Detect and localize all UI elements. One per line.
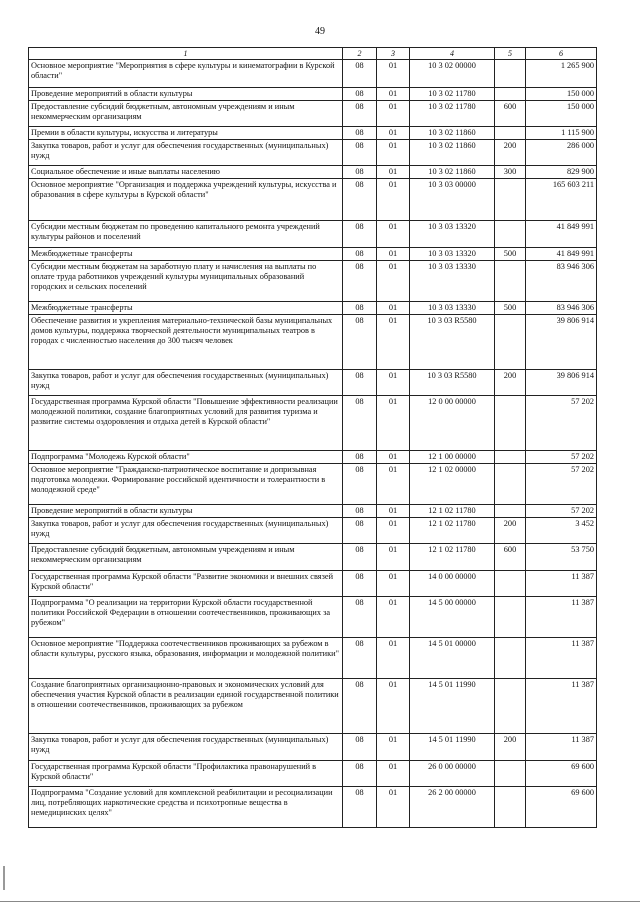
row-subsection-cell: 01	[377, 395, 410, 450]
row-expense-type-cell	[495, 570, 526, 596]
row-target-article-cell: 12 1 02 00000	[410, 463, 495, 504]
table-header-row	[29, 48, 597, 60]
table-row	[29, 463, 597, 504]
row-expense-type-cell: 600	[495, 543, 526, 570]
table-row	[29, 100, 597, 126]
row-name-cell: Закупка товаров, работ и услуг для обеспечения государственных (муниципальных) нужд	[29, 139, 343, 165]
row-section-cell: 08	[343, 139, 377, 165]
row-subsection-cell: 01	[377, 678, 410, 733]
table-row	[29, 59, 597, 87]
table-row	[29, 504, 597, 517]
row-amount-cell: 829 900	[526, 165, 597, 178]
header-col-4: 4	[410, 48, 495, 60]
row-section-cell: 08	[343, 247, 377, 260]
table-row	[29, 517, 597, 543]
row-name-cell: Премии в области культуры, искусства и литературы	[29, 126, 343, 139]
table-row	[29, 760, 597, 786]
row-target-article-cell: 14 5 01 00000	[410, 637, 495, 678]
row-name-cell: Основное мероприятие "Мероприятия в сфере культуры и кинематографии в Курской области"	[29, 59, 343, 87]
row-name-cell: Закупка товаров, работ и услуг для обеспечения государственных (муниципальных) нужд	[29, 517, 343, 543]
table-row	[29, 314, 597, 369]
row-subsection-cell: 01	[377, 637, 410, 678]
row-subsection-cell: 01	[377, 165, 410, 178]
table-body	[29, 59, 597, 827]
row-expense-type-cell	[495, 760, 526, 786]
table-row	[29, 139, 597, 165]
header-col-2: 2	[343, 48, 377, 60]
row-name-cell: Создание благоприятных организационно-правовых и экономических условий для обеспечения участия Курской области в реализации единой государственной политики в отношении соотечественников, проживающих за рубежом	[29, 678, 343, 733]
row-name-cell: Основное мероприятие "Организация и поддержка учреждений культуры, искусства и образования в сфере культуры в Курской области"	[29, 178, 343, 220]
row-amount-cell: 1 265 900	[526, 59, 597, 87]
row-amount-cell: 53 750	[526, 543, 597, 570]
row-target-article-cell: 10 3 03 R5580	[410, 369, 495, 395]
row-target-article-cell: 10 3 03 R5580	[410, 314, 495, 369]
row-subsection-cell: 01	[377, 463, 410, 504]
row-section-cell: 08	[343, 760, 377, 786]
row-target-article-cell: 10 3 03 13320	[410, 220, 495, 247]
row-amount-cell: 57 202	[526, 395, 597, 450]
row-target-article-cell: 12 1 02 11780	[410, 504, 495, 517]
table-row	[29, 247, 597, 260]
row-expense-type-cell: 600	[495, 100, 526, 126]
row-target-article-cell: 10 3 02 11860	[410, 165, 495, 178]
row-name-cell: Подпрограмма "Создание условий для комплексной реабилитации и ресоциализации лиц, потребляющих наркотические средства и психотропные вещества в немедицинских целях"	[29, 786, 343, 827]
table-row	[29, 678, 597, 733]
row-expense-type-cell: 200	[495, 369, 526, 395]
row-subsection-cell: 01	[377, 733, 410, 760]
row-expense-type-cell: 200	[495, 139, 526, 165]
table-row	[29, 450, 597, 463]
row-name-cell: Межбюджетные трансферты	[29, 301, 343, 314]
row-amount-cell: 11 387	[526, 678, 597, 733]
row-section-cell: 08	[343, 395, 377, 450]
header-col-6: 6	[526, 48, 597, 60]
row-expense-type-cell	[495, 678, 526, 733]
row-expense-type-cell	[495, 596, 526, 637]
row-expense-type-cell: 300	[495, 165, 526, 178]
row-subsection-cell: 01	[377, 450, 410, 463]
row-expense-type-cell	[495, 220, 526, 247]
row-subsection-cell: 01	[377, 596, 410, 637]
table-row	[29, 395, 597, 450]
table-row	[29, 178, 597, 220]
row-target-article-cell: 12 1 02 11780	[410, 543, 495, 570]
row-expense-type-cell	[495, 178, 526, 220]
header-col-5: 5	[495, 48, 526, 60]
row-target-article-cell: 12 0 00 00000	[410, 395, 495, 450]
row-name-cell: Государственная программа Курской области "Развитие экономики и внешних связей Курской области"	[29, 570, 343, 596]
row-subsection-cell: 01	[377, 504, 410, 517]
row-target-article-cell: 10 3 02 11780	[410, 87, 495, 100]
row-name-cell: Социальное обеспечение и иные выплаты населению	[29, 165, 343, 178]
row-section-cell: 08	[343, 786, 377, 827]
row-amount-cell: 57 202	[526, 463, 597, 504]
row-amount-cell: 69 600	[526, 786, 597, 827]
row-section-cell: 08	[343, 570, 377, 596]
row-amount-cell: 1 115 900	[526, 126, 597, 139]
row-subsection-cell: 01	[377, 314, 410, 369]
row-subsection-cell: 01	[377, 786, 410, 827]
table-row	[29, 733, 597, 760]
row-amount-cell: 11 387	[526, 596, 597, 637]
row-expense-type-cell	[495, 504, 526, 517]
row-name-cell: Государственная программа Курской области "Повышение эффективности реализации молодежной политики, создание благоприятных условий для развития туризма и развитие системы оздоровления и отдыха детей в Курской области"	[29, 395, 343, 450]
row-subsection-cell: 01	[377, 570, 410, 596]
row-target-article-cell: 12 1 00 00000	[410, 450, 495, 463]
table-row	[29, 570, 597, 596]
row-amount-cell: 11 387	[526, 637, 597, 678]
row-section-cell: 08	[343, 369, 377, 395]
row-amount-cell: 3 452	[526, 517, 597, 543]
row-target-article-cell: 14 0 00 00000	[410, 570, 495, 596]
row-section-cell: 08	[343, 733, 377, 760]
row-subsection-cell: 01	[377, 100, 410, 126]
row-subsection-cell: 01	[377, 178, 410, 220]
scan-margin-mark	[3, 866, 5, 890]
row-name-cell: Основное мероприятие "Поддержка соотечественников проживающих за рубежом в области культуры, русского языка, образования, информации и молодежной политики"	[29, 637, 343, 678]
row-target-article-cell: 26 2 00 00000	[410, 786, 495, 827]
row-amount-cell: 39 806 914	[526, 369, 597, 395]
row-target-article-cell: 14 5 01 11990	[410, 678, 495, 733]
row-expense-type-cell	[495, 87, 526, 100]
row-section-cell: 08	[343, 504, 377, 517]
scan-bottom-edge	[0, 901, 640, 902]
row-target-article-cell: 14 5 01 11990	[410, 733, 495, 760]
row-subsection-cell: 01	[377, 59, 410, 87]
row-subsection-cell: 01	[377, 517, 410, 543]
row-expense-type-cell: 200	[495, 517, 526, 543]
row-section-cell: 08	[343, 126, 377, 139]
row-name-cell: Предоставление субсидий бюджетным, автономным учреждениям и иным некоммерческим организациям	[29, 100, 343, 126]
table-row	[29, 87, 597, 100]
table-row	[29, 369, 597, 395]
row-name-cell: Межбюджетные трансферты	[29, 247, 343, 260]
table-row	[29, 301, 597, 314]
row-name-cell: Субсидии местным бюджетам на заработную плату и начисления на выплаты по оплате труда работников учреждений культуры муниципальных образований городских и сельских поселений	[29, 260, 343, 301]
table-row	[29, 220, 597, 247]
row-expense-type-cell	[495, 637, 526, 678]
row-section-cell: 08	[343, 450, 377, 463]
row-subsection-cell: 01	[377, 301, 410, 314]
row-target-article-cell: 12 1 02 11780	[410, 517, 495, 543]
row-target-article-cell: 10 3 03 13330	[410, 260, 495, 301]
row-subsection-cell: 01	[377, 139, 410, 165]
row-section-cell: 08	[343, 543, 377, 570]
table-row	[29, 637, 597, 678]
row-section-cell: 08	[343, 178, 377, 220]
table-row	[29, 543, 597, 570]
row-amount-cell: 57 202	[526, 504, 597, 517]
row-amount-cell: 286 000	[526, 139, 597, 165]
row-subsection-cell: 01	[377, 247, 410, 260]
row-name-cell: Проведение мероприятий в области культуры	[29, 504, 343, 517]
row-name-cell: Субсидии местным бюджетам по проведению капитального ремонта учреждений культуры районов и поселений	[29, 220, 343, 247]
row-name-cell: Основное мероприятие "Гражданско-патриотическое воспитание и допризывная подготовка молодежи. Формирование российской идентичности и толерантности в молодежной среде"	[29, 463, 343, 504]
table-row	[29, 260, 597, 301]
row-name-cell: Государственная программа Курской области "Профилактика правонарушений в Курской области"	[29, 760, 343, 786]
row-target-article-cell: 10 3 03 13320	[410, 247, 495, 260]
row-amount-cell: 39 806 914	[526, 314, 597, 369]
row-name-cell: Обеспечение развития и укрепления материально-технической базы муниципальных домов культуры, поддержка творческой деятельности муниципальных театров в городах с численностью населения до 300 тысяч человек	[29, 314, 343, 369]
row-subsection-cell: 01	[377, 543, 410, 570]
row-section-cell: 08	[343, 637, 377, 678]
row-section-cell: 08	[343, 260, 377, 301]
row-target-article-cell: 26 0 00 00000	[410, 760, 495, 786]
row-section-cell: 08	[343, 314, 377, 369]
row-subsection-cell: 01	[377, 369, 410, 395]
row-subsection-cell: 01	[377, 220, 410, 247]
row-name-cell: Подпрограмма "О реализации на территории Курской области государственной политики Российской Федерации в отношении соотечественников, проживающих за рубежом"	[29, 596, 343, 637]
row-amount-cell: 150 000	[526, 87, 597, 100]
row-section-cell: 08	[343, 87, 377, 100]
row-section-cell: 08	[343, 220, 377, 247]
row-subsection-cell: 01	[377, 87, 410, 100]
row-target-article-cell: 10 3 02 11780	[410, 100, 495, 126]
row-section-cell: 08	[343, 463, 377, 504]
table-row	[29, 165, 597, 178]
row-subsection-cell: 01	[377, 260, 410, 301]
row-target-article-cell: 10 3 02 11860	[410, 126, 495, 139]
row-expense-type-cell	[495, 463, 526, 504]
row-expense-type-cell: 500	[495, 247, 526, 260]
row-section-cell: 08	[343, 596, 377, 637]
row-section-cell: 08	[343, 100, 377, 126]
row-target-article-cell: 10 3 03 00000	[410, 178, 495, 220]
row-section-cell: 08	[343, 678, 377, 733]
header-col-1: 1	[29, 48, 343, 60]
row-target-article-cell: 10 3 02 00000	[410, 59, 495, 87]
row-name-cell: Проведение мероприятий в области культуры	[29, 87, 343, 100]
row-expense-type-cell	[495, 786, 526, 827]
table-row	[29, 786, 597, 827]
row-target-article-cell: 10 3 03 13330	[410, 301, 495, 314]
row-expense-type-cell	[495, 260, 526, 301]
row-section-cell: 08	[343, 517, 377, 543]
row-amount-cell: 41 849 991	[526, 247, 597, 260]
row-expense-type-cell	[495, 126, 526, 139]
row-expense-type-cell	[495, 59, 526, 87]
row-amount-cell: 41 849 991	[526, 220, 597, 247]
row-expense-type-cell	[495, 314, 526, 369]
row-amount-cell: 165 603 211	[526, 178, 597, 220]
row-amount-cell: 11 387	[526, 570, 597, 596]
row-target-article-cell: 14 5 00 00000	[410, 596, 495, 637]
row-section-cell: 08	[343, 301, 377, 314]
row-name-cell: Предоставление субсидий бюджетным, автономным учреждениям и иным некоммерческим организациям	[29, 543, 343, 570]
row-expense-type-cell: 200	[495, 733, 526, 760]
row-target-article-cell: 10 3 02 11860	[410, 139, 495, 165]
row-amount-cell: 11 387	[526, 733, 597, 760]
row-expense-type-cell	[495, 395, 526, 450]
row-amount-cell: 83 946 306	[526, 260, 597, 301]
budget-table	[28, 47, 597, 828]
table-row	[29, 126, 597, 139]
row-expense-type-cell: 500	[495, 301, 526, 314]
row-amount-cell: 83 946 306	[526, 301, 597, 314]
row-amount-cell: 57 202	[526, 450, 597, 463]
row-section-cell: 08	[343, 165, 377, 178]
row-section-cell: 08	[343, 59, 377, 87]
row-expense-type-cell	[495, 450, 526, 463]
row-subsection-cell: 01	[377, 760, 410, 786]
row-name-cell: Закупка товаров, работ и услуг для обеспечения государственных (муниципальных) нужд	[29, 369, 343, 395]
row-amount-cell: 150 000	[526, 100, 597, 126]
table-row	[29, 596, 597, 637]
row-subsection-cell: 01	[377, 126, 410, 139]
header-col-3: 3	[377, 48, 410, 60]
row-name-cell: Подпрограмма "Молодежь Курской области"	[29, 450, 343, 463]
row-name-cell: Закупка товаров, работ и услуг для обеспечения государственных (муниципальных) нужд	[29, 733, 343, 760]
row-amount-cell: 69 600	[526, 760, 597, 786]
page-number: 49	[315, 26, 325, 37]
